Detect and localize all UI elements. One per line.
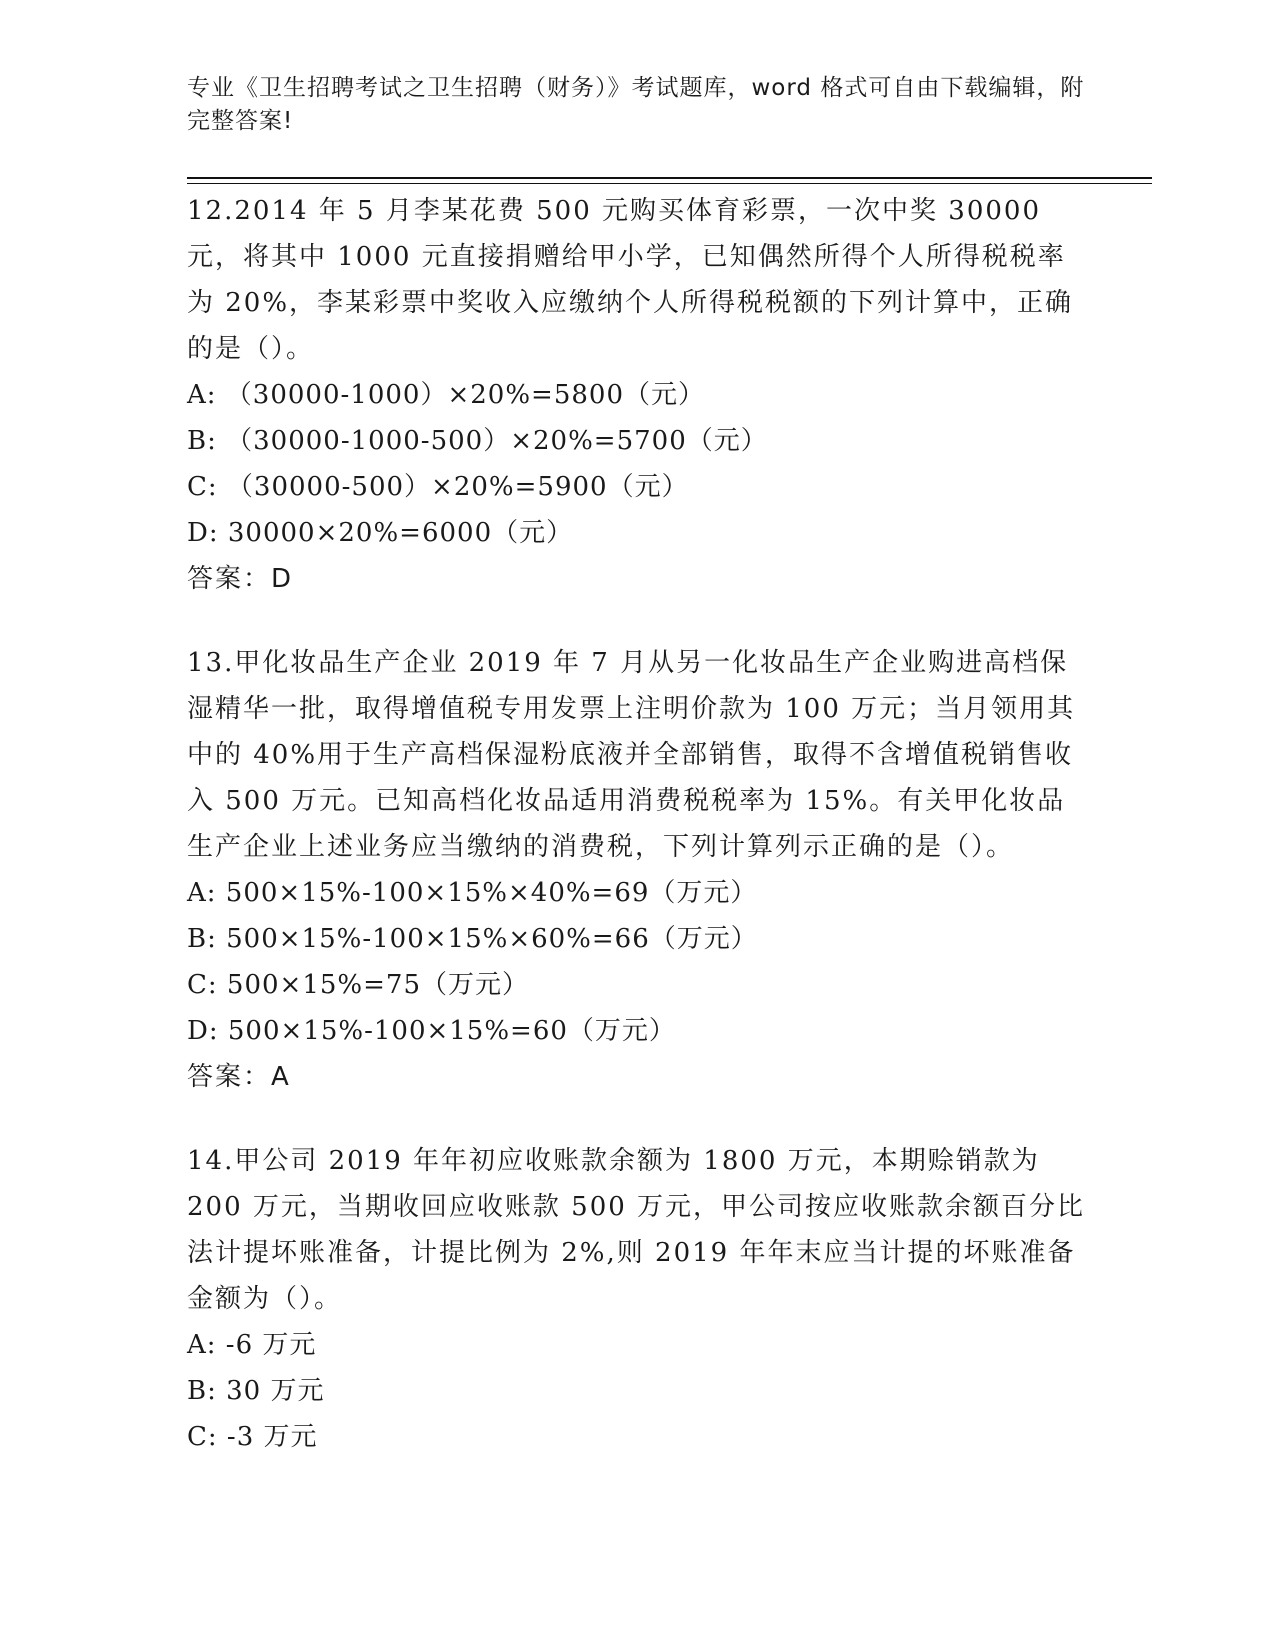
header-divider-thin	[187, 183, 1152, 184]
answer-text: 答案：D	[187, 564, 294, 594]
question-13	[187, 640, 1087, 1100]
option-c: C: 500×15%=75（万元）	[187, 970, 529, 1000]
option-c: C: （30000-500）×20%=5900（元）	[187, 472, 689, 502]
header-divider-thick	[187, 177, 1152, 179]
question-stem: 12.2014 年 5 月李某花费 500 元购买体育彩票，一次中奖 30000 元，将其中 1000 元直接捐赠给甲小学，已知偶然所得个人所得税税率为 20%，李某彩票中奖收入应缴纳个人所得税税额的下列计算中，正确的是（）。	[187, 196, 1074, 364]
question-14	[187, 1138, 1087, 1460]
answer-text: 答案：A	[187, 1062, 291, 1092]
option-a: A: -6 万元	[187, 1330, 317, 1360]
option-b: B: 500×15%-100×15%×60%=66（万元）	[187, 924, 758, 954]
option-a: A: （30000-1000）×20%=5800（元）	[187, 380, 705, 410]
option-b: B: （30000-1000-500）×20%=5700（元）	[187, 426, 768, 456]
question-12	[187, 188, 1087, 602]
option-c: C: -3 万元	[187, 1422, 318, 1452]
option-b: B: 30 万元	[187, 1376, 325, 1406]
question-stem: 14.甲公司 2019 年年初应收账款余额为 1800 万元，本期赊销款为 200 万元，当期收回应收账款 500 万元，甲公司按应收账款余额百分比法计提坏账准备，计提比例为 2%,则 2019 年年末应当计提的坏账准备金额为（）。	[187, 1146, 1086, 1314]
option-a: A: 500×15%-100×15%×40%=69（万元）	[187, 878, 758, 908]
option-d: D: 30000×20%=6000（元）	[187, 518, 574, 548]
document-header: 专业《卫生招聘考试之卫生招聘（财务）》考试题库，word 格式可自由下载编辑，附完整答案!	[187, 75, 1085, 134]
option-d: D: 500×15%-100×15%=60（万元）	[187, 1016, 676, 1046]
question-stem: 13.甲化妆品生产企业 2019 年 7 月从另一化妆品生产企业购进高档保湿精华一批，取得增值税专用发票上注明价款为 100 万元；当月领用其中的 40%用于生产高档保湿粉底液并全部销售，取得不含增值税销售收入 500 万元。已知高档化妆品适用消费税税率为 15%。有关甲化妆品生产企业上述业务应当缴纳的消费税，下列计算列示正确的是（）。	[187, 648, 1076, 862]
